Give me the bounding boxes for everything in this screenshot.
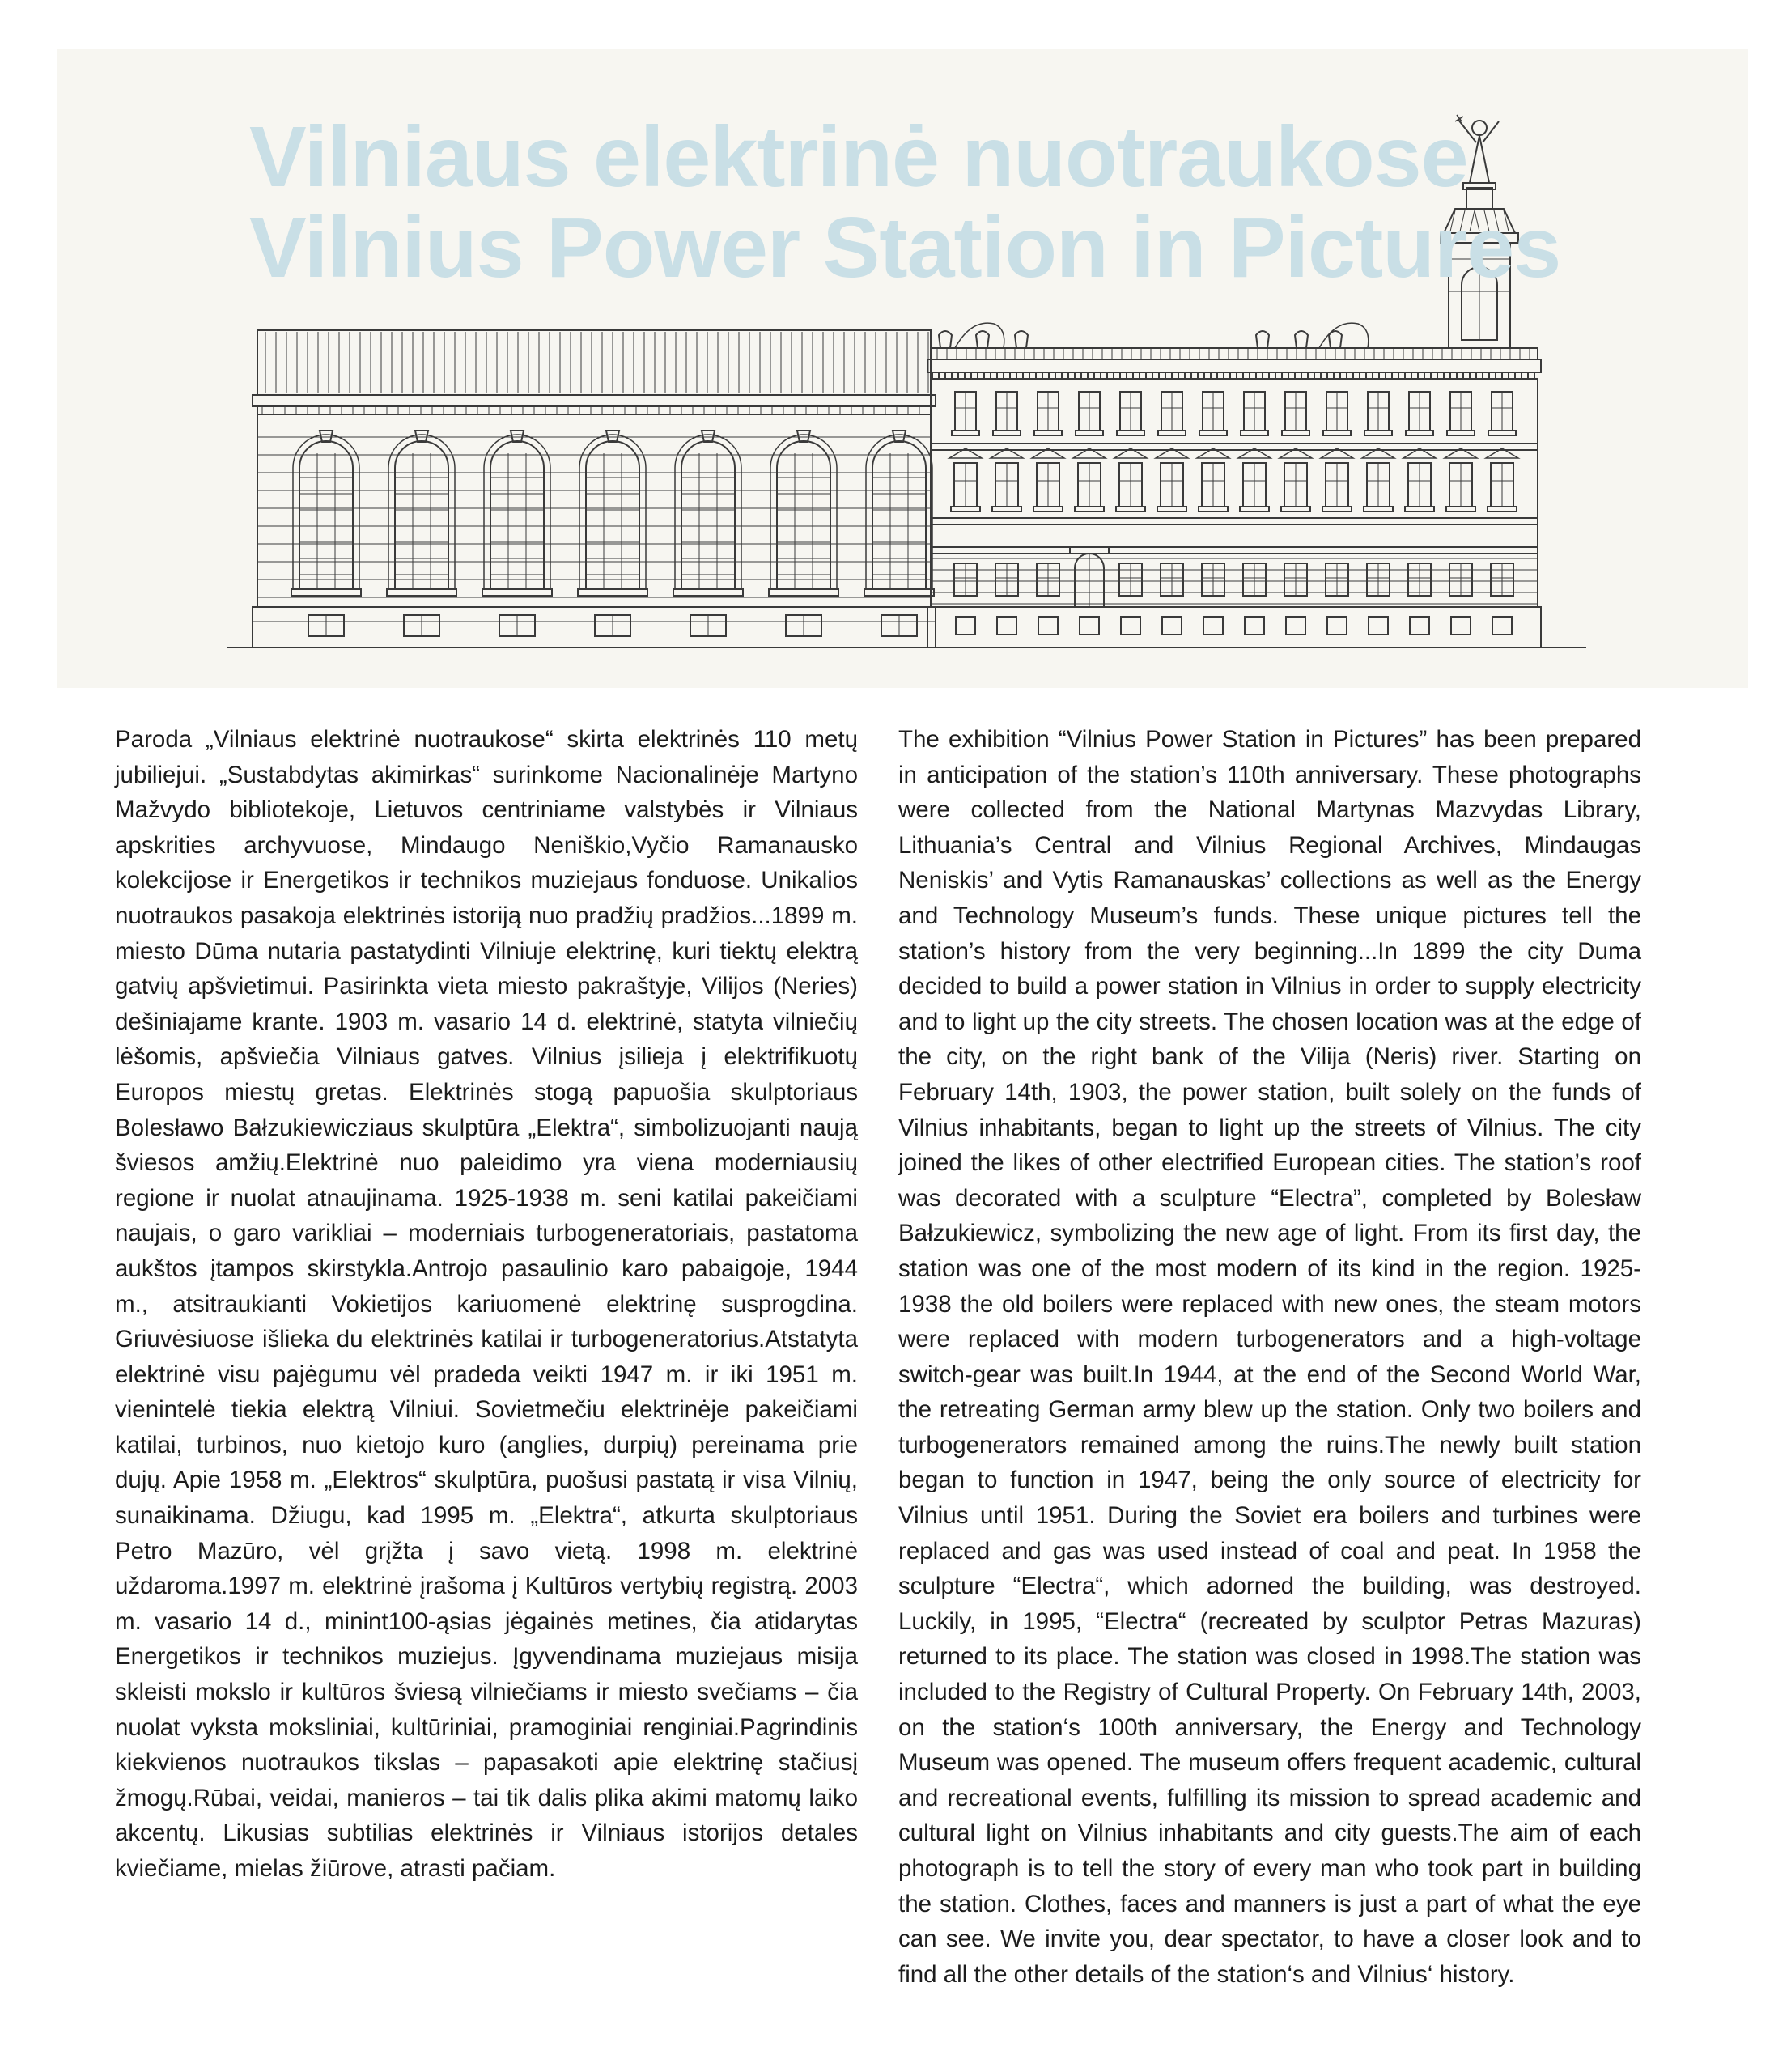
admin-basement-window	[1121, 617, 1140, 635]
admin-basement-window	[1410, 617, 1429, 635]
admin-basement-window	[1451, 617, 1471, 635]
body-text-lithuanian: Paroda „Vilniaus elektrinė nuotraukose“ skirta elektrinės 110 metų jubiliejui. „Sustabdytas akimirkas“ surinkome Nacionalinėje Martyno Mažvydo bibliotekoje, Lietuvos centriniame valstybės ir Vilniaus apskrities archyvuose, Mindaugo Neniškio,Vyčio Ramanausko kolekcijose ir Energetikos ir technikos muziejaus fonduose. Unikalios nuotraukos pasakoja elektrinės istoriją nuo pradžių pradžios...1899 m. miesto Dūma nutaria pastatydinti Vilniuje elektrinę, kuri tiektų elektrą gatvių apšvietimui. Pasirinkta vieta miesto pakraštyje, Vilijos (Neries) dešiniajame krante. 1903 m. vasario 14 d. elektrinė, statyta vilniečių lėšomis, apšviečia Vilniaus gatves. Vilnius įsilieja į elektrifikuotų Europos miestų gretas. Elektrinės stogą papuošia skulptoriaus Bolesławo Bałzukiewicziaus skulptūra „Elektra“, simbolizuojanti naują šviesos amžių.Elektrinė nuo paleidimo yra viena moderniausių regione ir nuolat atnaujinama. 1925-1938 m. seni katilai pakeičiami naujais, o garo varikliai – moderniais turbogeneratoriais, pastatoma aukštos įtampos skirstykla.Antrojo pasaulinio karo pabaigoje, 1944 m., atsitraukianti Vokietijos kariuomenė elektrinę susprogdina. Griuvėsiuose išlieka du elektrinės katilai ir turbogeneratorius.Atstatyta elektrinė visu pajėgumu vėl pradeda veikti 1947 m. ir iki 1951 m. vienintelė tiekia elektrą Vilniui. Sovietmečiu elektrinėje pakeičiami katilai, turbinos, nuo kietojo kuro (anglies, durpių) pereinama prie dujų. Apie 1958 m. „Elektros“ skulptūra, puošusi pastatą ir visa Vilnių, sunaikinama. Džiugu, kad 1995 m. „Elektra“, atkurta skulptoriaus Petro Mazūro, vėl grįžta į savo vietą. 1998 m. elektrinė uždaroma.1997 m. elektrinė įrašoma į Kultūros vertybių registrą. 2003 m. vasario 14 d., minint100-ąsias jėgainės metines, čia atidarytas Energetikos ir technikos muziejus. Įgyvendinama muziejaus misija skleisti mokslo ir kultūros šviesą vilniečiams ir miesto svečiams – čia nuolat vyksta moksliniai, kultūriniai, pramoginiai renginiai.Pagrindinis kiekvienos nuotraukos tikslas – papasakoti apie elektrinę stačiusį žmogų.Rūbai, veidai, manieros – tai tik dalis plika akimi matomų laiko akcentų. Likusias subtilias elektrinės ir Vilniaus istorijos detales kviečiame, mielas žiūrove, atrasti pačiam.	[115, 726, 858, 1882]
body-text-english: The exhibition “Vilnius Power Station in Pictures” has been prepared in anticipation of the station’s 110th anniversary. These photographs were collected from the National Martynas Mazvydas Library, Lithuania’s Central and Vilnius Regional Archives, Mindaugas Neniskis’ and Vytis Ramanauskas’ collections as well as the Energy and Technology Museum’s funds. These unique pictures tell the station’s history from the very beginning...In 1899 the city Duma decided to build a power station in Vilnius in order to supply electricity and to light up the city streets. The chosen location was at the edge of the city, on the right bank of the Vilija (Neris) river. Starting on February 14th, 1903, the power station, built solely on the funds of Vilnius inhabitants, began to light up the streets of Vilnius. The city joined the likes of other electrified European cities. The station’s roof was decorated with a sculpture “Electra”, completed by Bolesław Bałzukiewicz, symbolizing the new age of light. From its first day, the station was one of the most modern of its kind in the region. 1925-1938 the old boilers were replaced with new ones, the steam motors were replaced with modern turbogenerators and a high-voltage switch-gear was built.In 1944, at the end of the Second World War, the retreating German army blew up the station. Only two boilers and turbogenerators remained among the ruins.The newly built station began to function in 1947, being the only source of electricity for Vilnius until 1951. During the Soviet era boilers and turbines were replaced and gas was used instead of coal and peat. In 1958 the sculpture “Electra“, which adorned the building, was destroyed. Luckily, in 1995, “Electra“ (recreated by sculptor Petras Mazuras) returned to its place. The station was closed in 1998.The station was included to the Registry of Cultural Property. On February 14th, 2003, on the station‘s 100th anniversary, the Energy and Technology Museum was opened. The museum offers frequent academic, cultural and recreational events, fulfilling its mission to spread academic and cultural light on Vilnius inhabitants and city guests.The aim of each photograph is to tell the story of every man who took part in building the station. Clothes, faces and manners is just a part of what the eye can see. We invite you, dear spectator, to have a closer look and to find all the other details of the station‘s and Vilnius‘ history.	[898, 726, 1641, 1988]
admin-plinth	[927, 607, 1541, 648]
hall-keystone	[702, 431, 715, 442]
hall-arched-window	[872, 441, 926, 589]
parapet-vase	[1256, 331, 1269, 348]
hall-arched-window	[777, 441, 830, 589]
admin-basement-window	[1080, 617, 1099, 635]
hall-arched-window	[586, 441, 639, 589]
hall-arched-window	[395, 441, 448, 589]
hall-keystone	[893, 431, 906, 442]
parapet-vase	[976, 331, 989, 348]
admin-basement-window	[1203, 617, 1223, 635]
parapet-scroll	[1319, 323, 1369, 348]
admin-basement-window	[1038, 617, 1058, 635]
admin-basement-window	[1245, 617, 1264, 635]
parapet-scroll	[955, 323, 1004, 348]
hall-keystone	[797, 431, 810, 442]
title-lithuanian: Vilniaus elektrinė nuotraukose	[249, 109, 1468, 205]
admin-cornice	[927, 359, 1541, 372]
parapet-vase	[1329, 331, 1342, 348]
hero-section	[0, 0, 1791, 688]
parapet-vase	[1295, 331, 1308, 348]
admin-parapet	[931, 348, 1538, 359]
hall-keystone	[606, 431, 619, 442]
admin-basement-window	[1286, 617, 1305, 635]
hall-frieze	[257, 406, 931, 414]
admin-basement-window	[997, 617, 1016, 635]
hall-roof	[257, 330, 931, 395]
hall-arched-window	[299, 441, 353, 589]
admin-basement-window	[1492, 617, 1512, 635]
hall-keystone	[511, 431, 524, 442]
admin-basement-window	[1369, 617, 1388, 635]
title-english: Vilnius Power Station in Pictures	[249, 200, 1561, 295]
hall-keystone	[415, 431, 428, 442]
admin-basement-window	[956, 617, 975, 635]
admin-basement-window	[1327, 617, 1347, 635]
hall-cornice	[253, 395, 936, 406]
page-title	[249, 109, 1561, 295]
parapet-vase	[1015, 331, 1028, 348]
parapet-vase	[939, 331, 952, 348]
power-station-facade-drawing	[0, 0, 1791, 688]
hall-arched-window	[681, 441, 735, 589]
hall-arched-window	[490, 441, 544, 589]
hall-keystone	[320, 431, 333, 442]
admin-basement-window	[1162, 617, 1182, 635]
admin-wall	[931, 379, 1538, 607]
